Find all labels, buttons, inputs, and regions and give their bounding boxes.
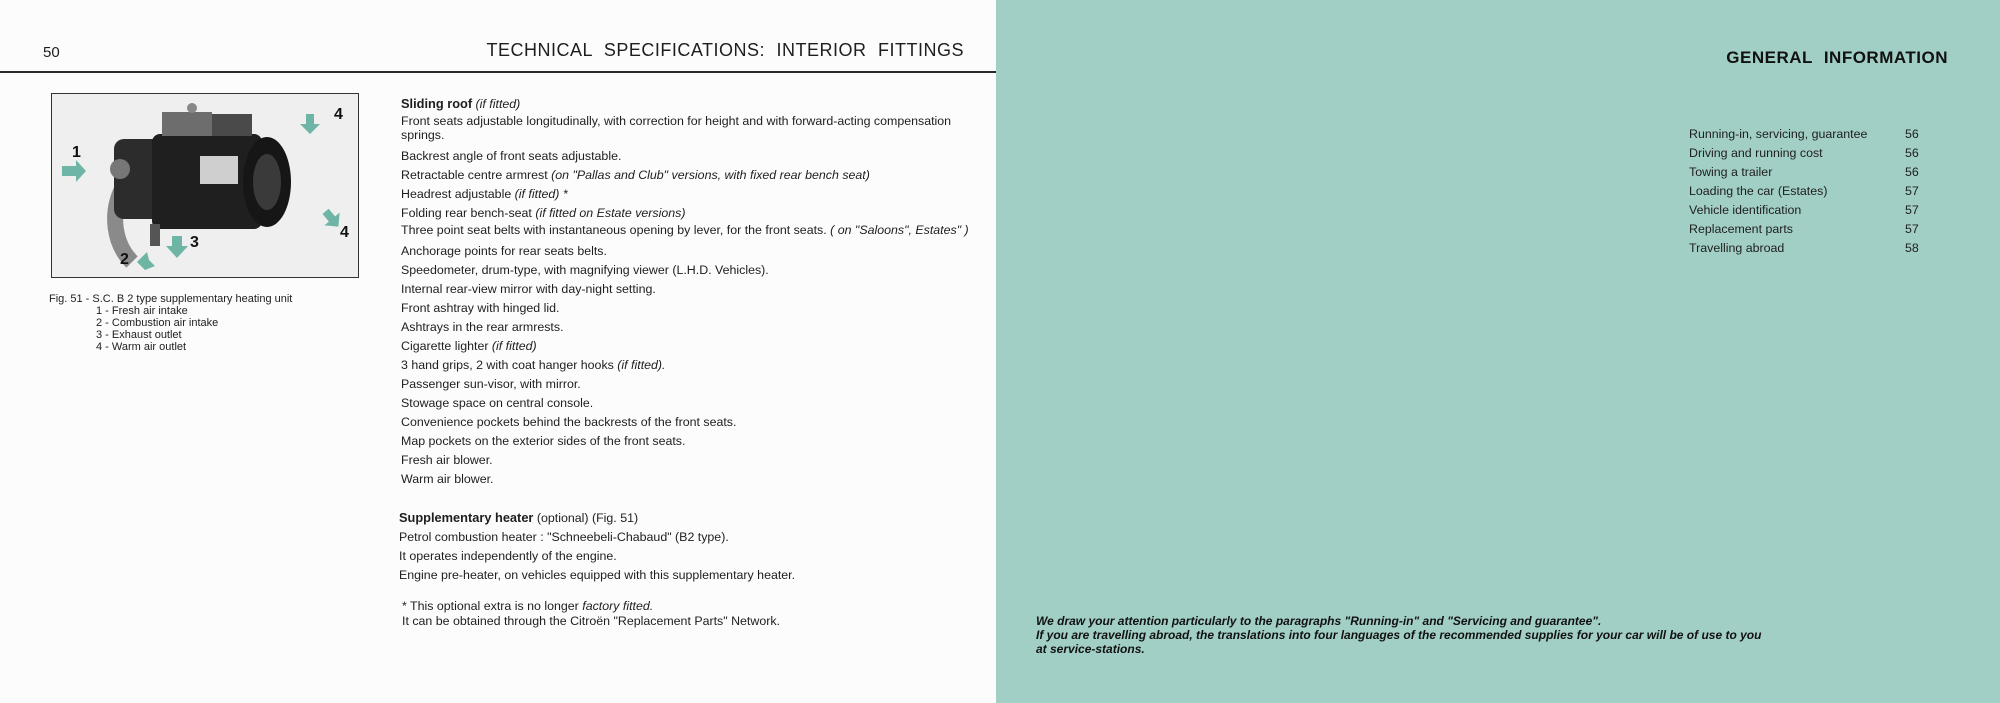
caption-item: 1 - Fresh air intake [96,305,188,317]
caption-title: Fig. 51 - S.C. B 2 type supplementary heating unit [49,293,293,305]
spec-item: Map pockets on the exterior sides of the front seats. [401,434,686,448]
specs-heading-note: (if fitted) [475,97,521,111]
spec-item: Front ashtray with hinged lid. [401,301,560,315]
toc-row[interactable]: Driving and running cost 56 [1689,146,1919,160]
header-rule [0,71,996,73]
toc-row[interactable]: Running-in, servicing, guarantee 56 [1689,127,1919,141]
page-number: 50 [43,44,60,61]
toc-row[interactable]: Travelling abroad 58 [1689,241,1919,255]
spec-item: Retractable centre armrest (on "Pallas and Club" versions, with fixed rear bench seat) [401,168,870,182]
spec-item: Backrest angle of front seats adjustable. [401,149,622,163]
left-page [0,0,996,703]
figure-caption [49,293,292,353]
heater-figure [51,93,359,278]
specs-list [401,94,971,489]
spec-item: Convenience pockets behind the backrests of the front seats. [401,415,737,429]
specs-heading: Sliding roof [401,96,473,111]
heater-heading-row [399,508,969,528]
spec-item: Ashtrays in the rear armrests. [401,320,564,334]
heater-section [399,508,969,585]
spec-item: Front seats adjustable longitudinally, with correction for height and with forward-acting compensation springs. [401,114,952,142]
toc-row[interactable]: Replacement parts 57 [1689,222,1919,236]
spec-item: Internal rear-view mirror with day-night setting. [401,282,656,296]
spec-item: 3 hand grips, 2 with coat hanger hooks (if fitted). [401,358,666,372]
table-of-contents [1689,125,1929,258]
attention-line: If you are travelling abroad, the translations into four languages of the recommended supplies for your car will be of use to you [1036,628,1762,642]
toc-row[interactable]: Towing a trailer 56 [1689,165,1919,179]
heater-item: Engine pre-heater, on vehicles equipped with this supplementary heater. [399,568,796,582]
callout-3: 3 [190,234,199,251]
spec-item: Cigarette lighter (if fitted) [401,339,537,353]
heater-illustration [52,94,358,277]
spec-item: Three point seat belts with instantaneous opening by lever, for the front seats. ( on "Saloons", Estates" ) [401,223,969,237]
spec-item: Folding rear bench-seat (if fitted on Estate versions) [401,206,686,220]
right-page [996,0,2000,703]
toc-row[interactable]: Vehicle identification 57 [1689,203,1919,217]
heater-heading: Supplementary heater [399,510,534,525]
callout-2: 2 [120,251,129,268]
spec-item: Anchorage points for rear seats belts. [401,244,607,258]
attention-line: We draw your attention particularly to the paragraphs "Running-in" and "Servicing and guarantee". [1036,614,1602,628]
callout-4-right: 4 [340,224,349,241]
section-title: GENERAL INFORMATION [1726,48,1948,67]
footnote: * This optional extra is no longer factory fitted. It can be obtained through the Citroën "Replacement Parts" Network. [402,599,780,628]
toc-row[interactable]: Loading the car (Estates) 57 [1689,184,1919,198]
caption-items [96,305,292,353]
spec-item: Stowage space on central console. [401,396,594,410]
page-title: TECHNICAL SPECIFICATIONS: INTERIOR FITTINGS [486,40,964,60]
heater-item: Petrol combustion heater : "Schneebeli-Chabaud" (B2 type). [399,530,729,544]
heater-heading-note: (optional) (Fig. 51) [536,511,639,525]
specs-heading-row [401,94,971,114]
spec-item: Passenger sun-visor, with mirror. [401,377,581,391]
caption-item: 3 - Exhaust outlet [96,329,182,341]
heater-item: It operates independently of the engine. [399,549,617,563]
spec-item: Headrest adjustable (if fitted) * [401,187,568,201]
spec-item: Fresh air blower. [401,453,493,467]
callout-4-top: 4 [334,106,343,123]
caption-item: 2 - Combustion air intake [96,317,219,329]
attention-line: at service-stations. [1036,642,1145,656]
spec-item: Speedometer, drum-type, with magnifying viewer (L.H.D. Vehicles). [401,263,769,277]
attention-note [1036,614,1976,656]
spec-item: Warm air blower. [401,472,494,486]
caption-item: 4 - Warm air outlet [96,341,187,353]
callout-1: 1 [72,144,81,161]
